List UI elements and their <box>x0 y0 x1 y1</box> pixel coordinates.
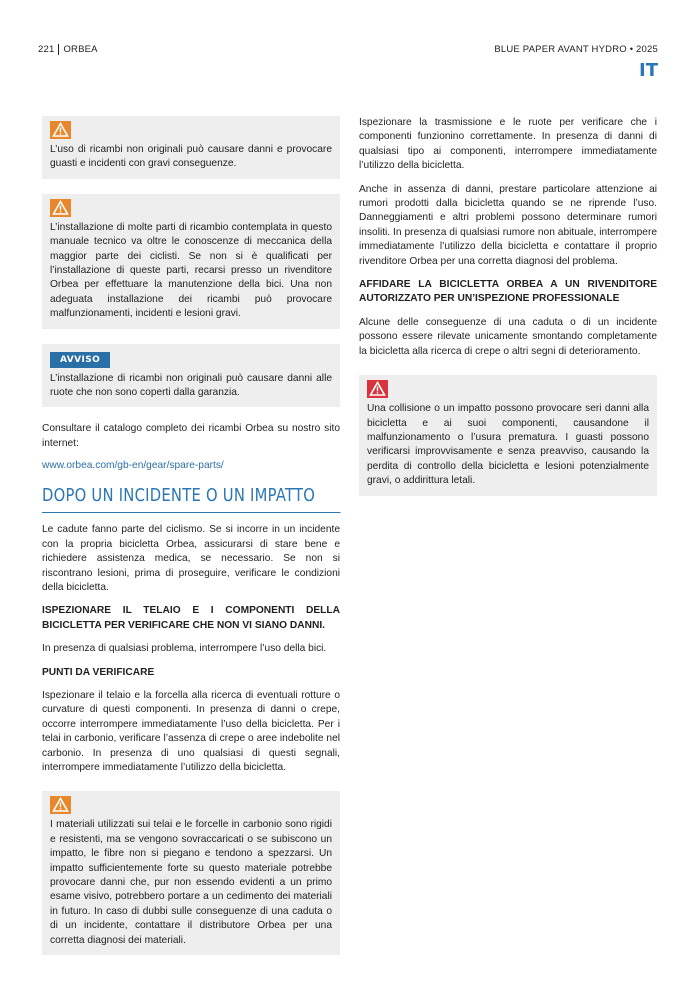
intro-paragraph: Le cadute fanno parte del ciclismo. Se si incorre in un incidente con la propria bicicletta Orbea, assicurarsi di stare bene e richiedere assistenza medica, se necessario. Se non si riscontrano lesioni, prima di proseguire, verificare le condizioni della bicicletta. <box>42 524 340 593</box>
section-title: DOPO UN INCIDENTE O UN IMPATTO <box>42 485 340 513</box>
warning-triangle-icon <box>50 199 71 217</box>
left-column <box>42 116 340 970</box>
danger-box <box>359 375 657 495</box>
warning-triangle-icon <box>50 796 71 814</box>
warning-box <box>42 194 340 329</box>
notice-label: AVVISO <box>50 352 110 368</box>
catalog-text: Consultare il catalogo completo dei ricambi Orbea su nostro sito internet: <box>42 423 340 449</box>
right-column <box>359 116 657 511</box>
language-code: IT <box>639 60 658 81</box>
document-title: BLUE PAPER AVANT HYDRO • 2025 <box>494 44 658 55</box>
paragraph: Ispezionare la trasmissione e le ruote per verificare che i componenti funzionino correttamente. In presenza di danni di qualsiasi tipo ai componenti, interrompere immediatamente l’utilizzo della bicicletta. <box>359 117 657 172</box>
warning-triangle-icon <box>50 121 71 139</box>
warning-text: L’installazione di molte parti di ricambio contemplata in questo manuale tecnico va oltre le conoscenze di meccanica della maggior parte dei ciclisti. Se non si è qualificati per l’installazione di queste parti, recarsi presso un rivenditore Orbea per effettuare la manutenzione della bici. Una non adeguata installazione dei ricambi può provocare malfunzionamenti, incidenti e lesioni gravi. <box>50 221 332 320</box>
spare-parts-link[interactable]: www.orbea.com/gb-en/gear/spare-parts/ <box>42 460 224 472</box>
warning-triangle-icon <box>367 380 388 398</box>
notice-box <box>42 344 340 408</box>
paragraph: In presenza di qualsiasi problema, interrompere l’uso della bici. <box>42 643 327 655</box>
warning-text: I materiali utilizzati sui telai e le forcelle in carbonio sono rigidi e resistenti, ma se vengono sovraccaricati o se subiscono un impatto, le fibre non si piegano e tendono a spezzarsi. Un impatto sufficientemente forte su questo materiale potrebbe provocare danni che, pur non essendo evidenti a un primo esame visivo, potrebbero portare a un cedimento dei materiali in futuro. In caso di dubbi sulle conseguenze di una caduta o di un incidente, contattare il distributore Orbea per una corretta diagnosi dei materiali. <box>50 819 332 946</box>
brand-name: ORBEA <box>63 44 98 55</box>
page-number: 221 <box>38 44 59 55</box>
warning-text: L’uso di ricambi non originali può causare danni e provocare guasti e incidenti con gravi conseguenze. <box>50 144 332 170</box>
paragraph: Anche in assenza di danni, prestare particolare attenzione ai rumori prodotti dalla bicicletta quando se ne riprende l’uso. Danneggiamenti e altri problemi possono determinare rumori insoliti. In presenza di qualsiasi rumore non abituale, interrompere immediatamente l’utilizzo della bicicletta e contattare il proprio rivenditore Orbea per una corretta diagnosi del problema. <box>359 183 657 267</box>
paragraph: Ispezionare il telaio e la forcella alla ricerca di eventuali rotture o curvature di questi componenti. In presenza di danni o crepe, occorre interrompere immediatamente l’uso della bicicletta. Per i telai in carbonio, verificare l’assenza di crepe o aree indebolite nel carbonio. In presenza di uno qualsiasi di questi segnali, interrompere immediatamente l’utilizzo della bicicletta. <box>42 689 340 773</box>
subheading-dealer: AFFIDARE LA BICICLETTA ORBEA A UN RIVENDITORE AUTORIZZATO PER UN’ISPEZIONE PROFESSIONALE <box>359 279 657 305</box>
danger-text: Una collisione o un impatto possono provocare seri danni alla bicicletta e ai suoi componenti, causandone il malfunzionamento o l’usura prematura. I guasti possono verificarsi improvvisamente e senza preavviso, causando la perdita di controllo della bicicletta e lesioni potenzialmente gravi, o addirittura letali. <box>367 403 649 487</box>
warning-box <box>42 116 340 179</box>
page-header-left <box>38 44 98 55</box>
notice-text: L’installazione di ricambi non originali può causare danni alle ruote che non sono coperti dalla garanzia. <box>50 372 332 399</box>
warning-box <box>42 791 340 955</box>
subheading-inspect: ISPEZIONARE IL TELAIO E I COMPONENTI DELLA BICICLETTA PER VERIFICARE CHE NON VI SIANO DANNI. <box>42 605 340 631</box>
subheading-check-points: PUNTI DA VERIFICARE <box>42 666 155 678</box>
paragraph: Alcune delle conseguenze di una caduta o di un incidente possono essere rilevate unicamente smontando completamente la bicicletta alla ricerca di crepe o altri segni di deterioramento. <box>359 316 657 357</box>
